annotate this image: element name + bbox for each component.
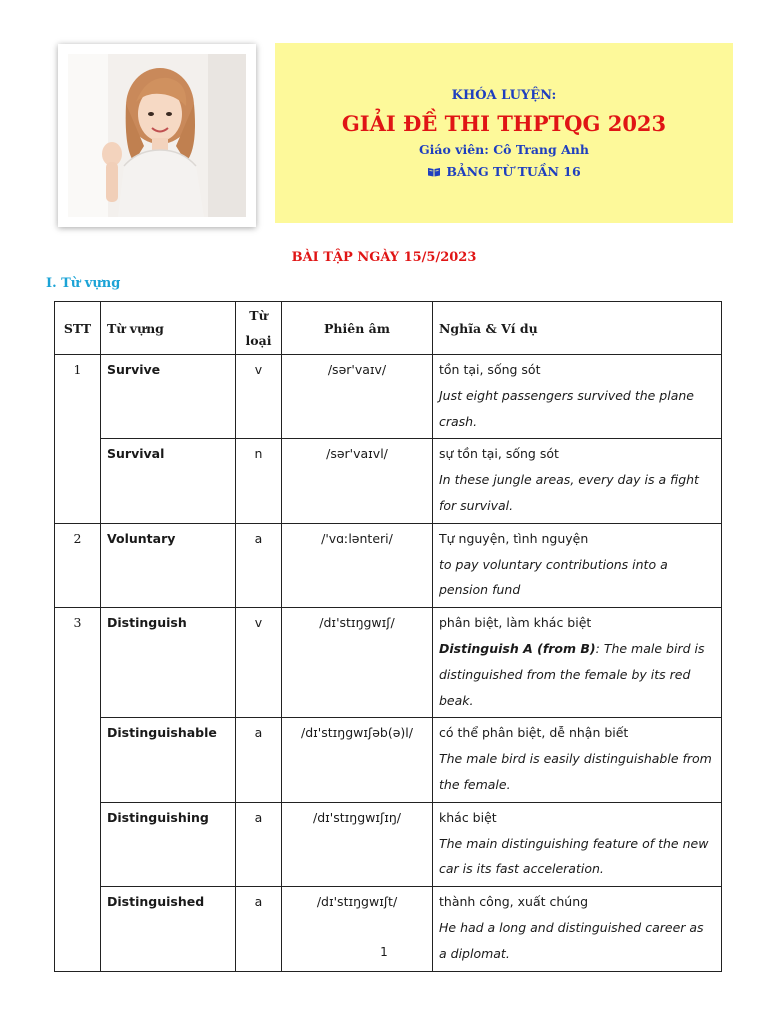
table-row [55, 608, 722, 718]
header-meaning: Nghĩa & Ví dụ [433, 302, 722, 355]
row-pos: v [236, 608, 282, 718]
example-text: The main distinguishing feature of the new car is its fast acceleration. [439, 835, 709, 877]
header-pos-line2: loại [245, 333, 272, 348]
row-pos: v [236, 355, 282, 439]
meaning-text: khác biệt [439, 809, 497, 825]
row-ipa: /dɪ'stɪŋgwɪʃəb(ə)l/ [282, 718, 433, 802]
table-row [55, 439, 722, 523]
example-text: The male bird is easily distinguishable from the female. [439, 751, 712, 792]
header-word: Từ vựng [101, 302, 236, 355]
row-word: Survive [101, 355, 236, 439]
teacher-photo [68, 54, 246, 217]
table-row [55, 355, 722, 439]
course-title: GIẢI ĐỀ THI THPTQG 2023 [341, 111, 667, 136]
row-ipa: /dɪ'stɪŋgwɪʃ/ [282, 608, 433, 718]
row-meaning [433, 523, 722, 607]
row-pos: a [236, 802, 282, 886]
example-text: to pay voluntary contributions into a pension fund [439, 556, 668, 598]
example-text [439, 636, 715, 713]
table-row [55, 523, 722, 607]
meaning-text: tồn tại, sống sót [439, 362, 541, 377]
table-row [55, 802, 722, 886]
row-meaning [433, 718, 722, 802]
course-label: KHÓA LUYỆN: [451, 88, 557, 103]
row-meaning [433, 355, 722, 439]
row-word: Distinguished [101, 887, 236, 971]
row-ipa: /dɪ'stɪŋgwɪʃt/ [282, 887, 433, 971]
example-body: : The male bird is distinguished from the female by its red beak. [439, 640, 705, 708]
row-ipa: /sər'vaɪv/ [282, 355, 433, 439]
row-meaning [433, 608, 722, 718]
example-text: In these jungle areas, every day is a fight for survival. [439, 472, 699, 513]
exercise-date-heading: BÀI TẬP NGÀY 15/5/2023 [291, 250, 477, 265]
row-pos: a [236, 523, 282, 607]
row-word: Distinguishable [101, 718, 236, 802]
row-word: Voluntary [101, 523, 236, 607]
row-word: Survival [101, 439, 236, 523]
example-text: He had a long and distinguished career as a diplomat. [439, 919, 704, 961]
row-pos: n [236, 439, 282, 523]
row-word: Distinguish [101, 608, 236, 718]
table-row [55, 718, 722, 802]
row-ipa: /'vɑːlənteri/ [282, 523, 433, 607]
meaning-text: Tự nguyện, tình nguyện [439, 530, 589, 546]
row-stt: 2 [55, 523, 101, 607]
row-ipa: /dɪ'stɪŋgwɪʃɪŋ/ [282, 802, 433, 886]
vocabulary-table [54, 301, 722, 972]
header-pos [236, 302, 282, 355]
section-title: I. Từ vựng [46, 276, 121, 291]
row-ipa: /sər'vaɪvl/ [282, 439, 433, 523]
example-text: Just eight passengers survived the plane crash. [439, 387, 694, 429]
open-book-icon [427, 167, 441, 177]
row-meaning [433, 439, 722, 523]
row-word: Distinguishing [101, 802, 236, 886]
row-pos: a [236, 887, 282, 971]
week-label-row [275, 164, 733, 179]
meaning-text: phân biệt, làm khác biệt [439, 615, 592, 631]
row-pos: a [236, 718, 282, 802]
header-ipa: Phiên âm [282, 302, 433, 355]
teacher-photo-frame [58, 44, 256, 227]
page-number: 1 [380, 945, 388, 959]
header-pos-line1: Từ [249, 308, 268, 323]
row-meaning [433, 802, 722, 886]
header-stt: STT [55, 302, 101, 355]
teacher-name: Giáo viên: Cô Trang Anh [418, 142, 589, 157]
example-lead: Distinguish A (from B) [439, 640, 596, 656]
week-label: BẢNG TỪ TUẦN 16 [446, 164, 581, 179]
course-banner [275, 43, 733, 223]
table-header-row [55, 302, 722, 355]
meaning-text: thành công, xuất chúng [439, 894, 589, 910]
teacher-portrait-image [68, 54, 246, 217]
row-stt: 1 [55, 355, 101, 524]
row-stt: 3 [55, 608, 101, 971]
meaning-text: sự tồn tại, sống sót [439, 446, 559, 462]
meaning-text: có thể phân biệt, dễ nhận biết [439, 725, 629, 741]
